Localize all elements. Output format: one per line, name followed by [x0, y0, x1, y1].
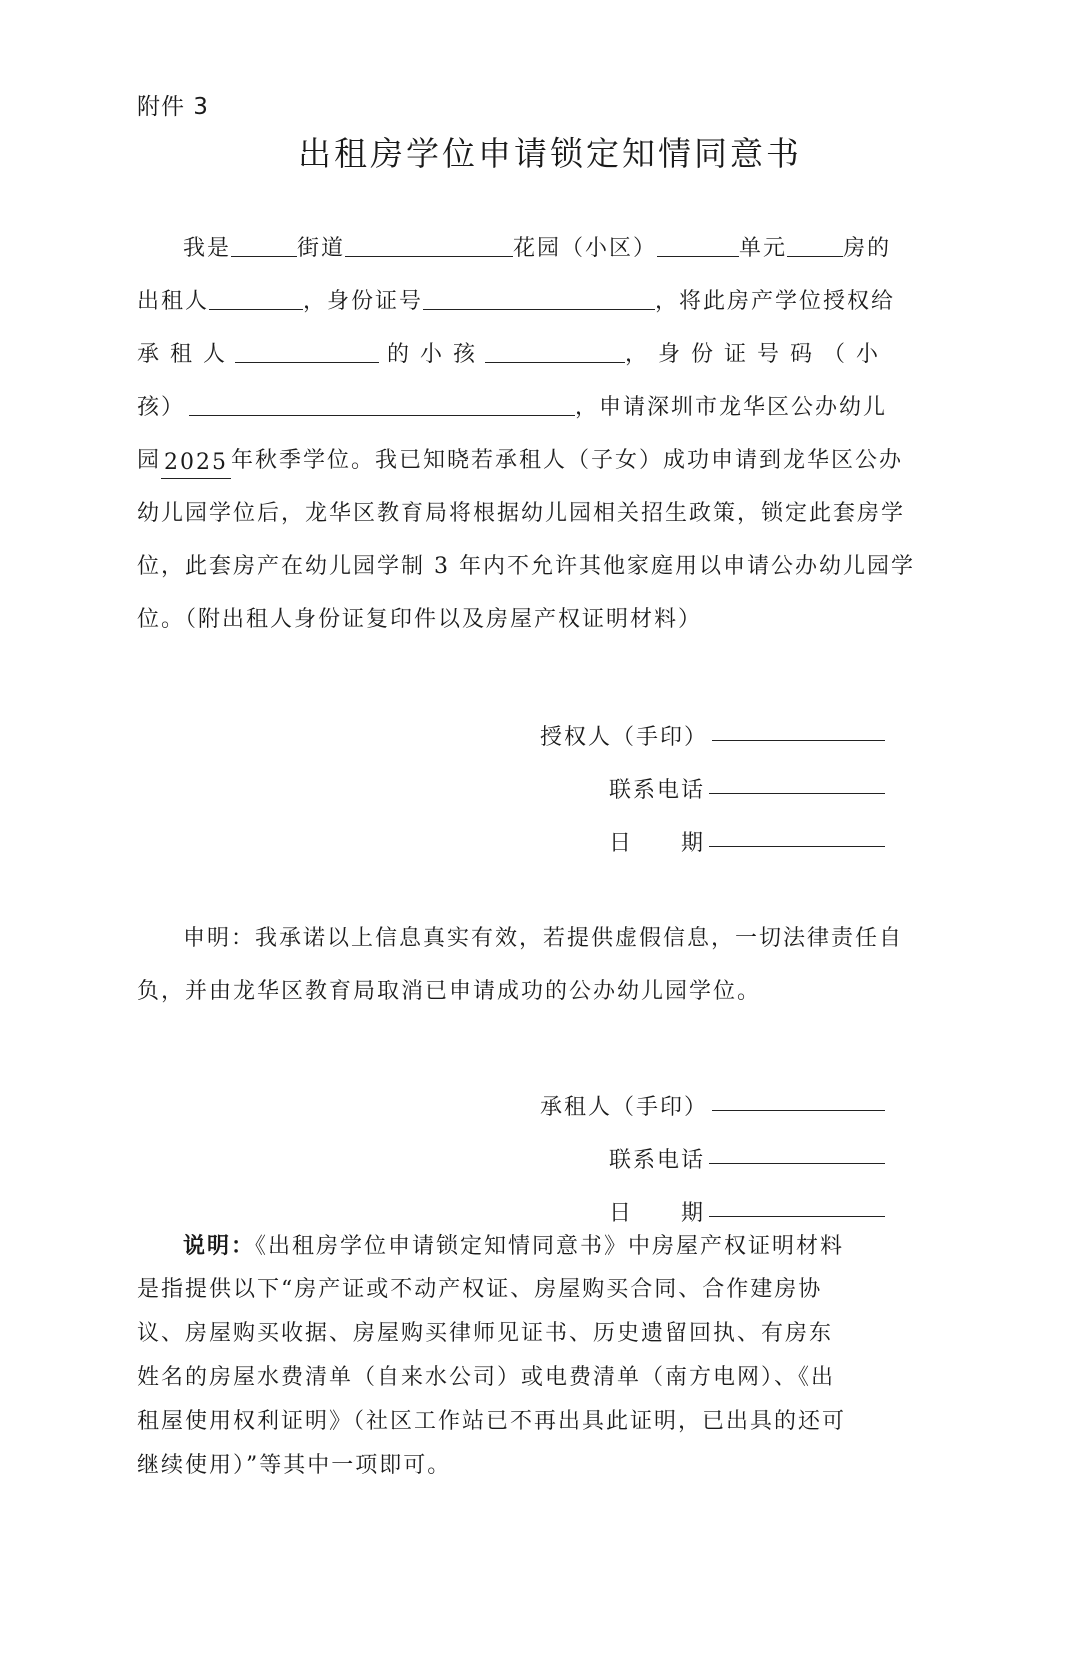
- body-line-2: [137, 275, 896, 328]
- tenant-signature-row: [540, 1068, 885, 1121]
- declaration-paragraph: [137, 912, 904, 1018]
- note-line-4: 姓名的房屋水费清单（自来水公司）或电费清单（南方电网）、《出: [137, 1365, 836, 1390]
- body-text-segment: 我是: [183, 236, 232, 261]
- community-blank[interactable]: [345, 226, 513, 257]
- body-text-segment: ， 身 份 证 号 码 （ 小: [625, 342, 880, 367]
- tenant-name-blank[interactable]: [235, 332, 379, 363]
- explanation-paragraph: [137, 1224, 887, 1488]
- body-text-segment: 房的: [843, 236, 892, 261]
- note-line-6: 继续使用）”等其中一项即可。: [137, 1453, 452, 1478]
- landlord-id-blank[interactable]: [423, 279, 655, 310]
- declaration-line-1: 申明：我承诺以上信息真实有效，若提供虚假信息，一切法律责任自: [183, 926, 904, 951]
- body-text-segment: 的 小 孩: [387, 342, 477, 367]
- attachment-label: 附件 3: [137, 94, 209, 120]
- body-text-segment: 孩）: [137, 395, 186, 420]
- year-field: 2025: [161, 448, 231, 479]
- body-text-segment: 承 租 人: [137, 342, 227, 367]
- tenant-signature-label: 承租人（手印）: [540, 1095, 709, 1120]
- body-text-segment: ，申请深圳市龙华区公办幼儿: [575, 395, 888, 420]
- note-line-5: 租屋使用权利证明》（社区工作站已不再出具此证明，已出具的还可: [137, 1409, 847, 1434]
- child-name-blank[interactable]: [485, 332, 625, 363]
- authorizer-phone-field[interactable]: [709, 763, 885, 794]
- authorizer-phone-row: [540, 751, 885, 804]
- body-text-segment: ，身份证号: [303, 289, 424, 314]
- body-text-segment: 出租人: [137, 289, 210, 314]
- tenant-phone-row: [540, 1121, 885, 1174]
- body-line-5: [137, 434, 904, 487]
- landlord-name-blank[interactable]: [209, 279, 303, 310]
- body-line-3: [137, 328, 887, 381]
- body-text-segment: 单元: [739, 236, 788, 261]
- tenant-phone-field[interactable]: [709, 1133, 885, 1164]
- note-text-segment: 《出租房学位申请锁定知情同意书》中房屋产权证明材料: [255, 1234, 845, 1259]
- body-text-segment: 园: [137, 448, 162, 473]
- authorizer-date-label: 日 期: [608, 831, 705, 856]
- note-line-3: 议、房屋购买收据、房屋购买律师见证书、历史遗留回执、有房东: [137, 1321, 834, 1346]
- body-line-8: 位。（附出租人身份证复印件以及房屋产权证明材料）: [137, 607, 703, 632]
- authorizer-signature-label: 授权人（手印）: [540, 725, 709, 750]
- note-line-1: [137, 1224, 887, 1268]
- unit-blank[interactable]: [657, 226, 739, 257]
- authorizer-signature-field[interactable]: [712, 710, 885, 741]
- child-id-blank[interactable]: [189, 385, 575, 416]
- note-label: 说明：: [183, 1233, 256, 1259]
- body-text-segment: 街道: [297, 236, 346, 261]
- body-text-segment: 花园（小区）: [513, 236, 658, 261]
- consent-paragraph: [137, 222, 915, 646]
- body-line-6: 幼儿园学位后，龙华区教育局将根据幼儿园相关招生政策，锁定此套房学: [137, 501, 906, 526]
- body-line-1: [137, 222, 892, 275]
- authorizer-date-field[interactable]: [709, 816, 885, 847]
- tenant-signature-block: [540, 1068, 885, 1227]
- declaration-line-2: 负，并由龙华区教育局取消已申请成功的公办幼儿园学位。: [137, 979, 762, 1004]
- authorizer-signature-row: [540, 698, 885, 751]
- body-text-segment: 年秋季学位。我已知晓若承租人（子女）成功申请到龙华区公办: [231, 448, 904, 473]
- tenant-signature-field[interactable]: [712, 1080, 885, 1111]
- tenant-date-field[interactable]: [709, 1186, 885, 1217]
- tenant-phone-label: 联系电话: [608, 1148, 705, 1173]
- room-blank[interactable]: [787, 226, 843, 257]
- tenant-date-row: [540, 1174, 885, 1227]
- body-line-4: [137, 381, 887, 434]
- authorizer-date-row: [540, 804, 885, 857]
- tenant-date-label: 日 期: [608, 1201, 705, 1226]
- document-title: 出租房学位申请锁定知情同意书: [298, 134, 802, 173]
- note-line-2: 是指提供以下“房产证或不动产权证、房屋购买合同、合作建房协: [137, 1277, 823, 1302]
- body-line-7: 位，此套房产在幼儿园学制 3 年内不允许其他家庭用以申请公办幼儿园学: [137, 554, 915, 579]
- authorizer-phone-label: 联系电话: [608, 778, 705, 803]
- authorizer-signature-block: [540, 698, 885, 857]
- body-text-segment: ，将此房产学位授权给: [655, 289, 896, 314]
- street-blank[interactable]: [231, 226, 297, 257]
